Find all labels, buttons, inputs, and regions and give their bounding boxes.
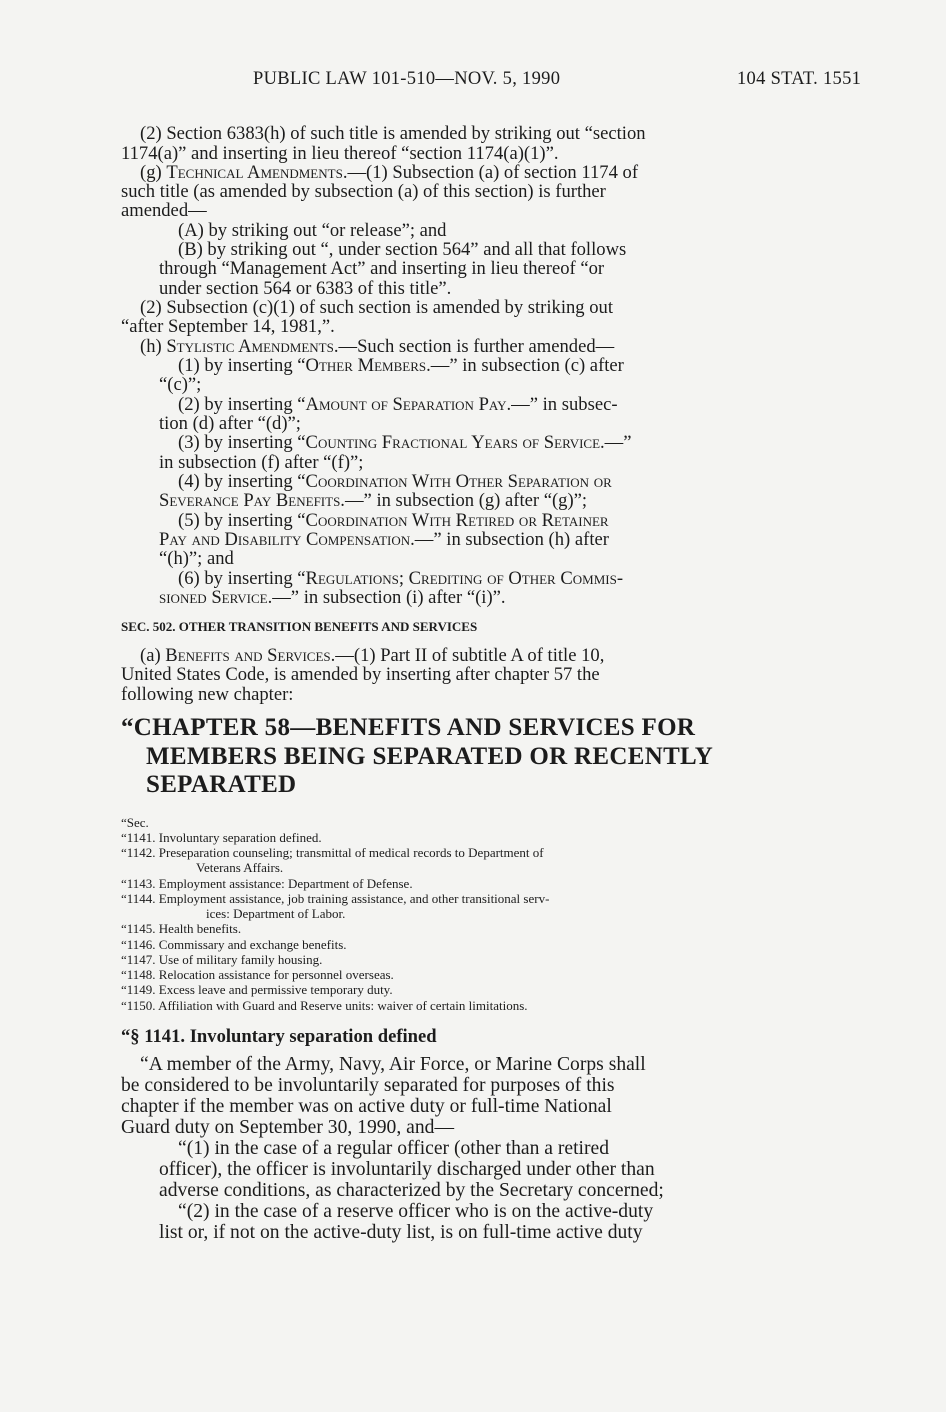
text-line: (1) by inserting “Other Members.—” in subsection (c) after [178, 355, 624, 376]
text-line: chapter if the member was on active duty or full-time National [121, 1096, 612, 1117]
text-line: tion (d) after “(d)”; [159, 413, 301, 434]
text-line: through “Management Act” and inserting in lieu thereof “or [159, 258, 605, 279]
text-line: officer), the officer is involuntarily discharged under other than [159, 1159, 655, 1180]
toc-sec-label: “Sec. [121, 815, 149, 830]
text-line: following new chapter: [121, 684, 294, 705]
text-line: adverse conditions, as characterized by the Secretary concerned; [159, 1180, 664, 1201]
text-line: “A member of the Army, Navy, Air Force, or Marine Corps shall [140, 1054, 646, 1075]
subsection-g-heading: (g) Technical Amendments.—(1) Subsection (a) of section 1174 of [140, 162, 639, 183]
text-line: in subsection (f) after “(f)”; [159, 452, 364, 473]
text-line: (2) Subsection (c)(1) of such section is amended by striking out [140, 297, 614, 318]
text-line: Severance Pay Benefits.—” in subsection (g) after “(g)”; [159, 490, 588, 511]
text-line: amended— [121, 200, 207, 221]
toc-item: “1141. Involuntary separation defined. [121, 830, 322, 845]
text-line: Pay and Disability Compensation.—” in subsection (h) after [159, 529, 609, 550]
text-line: sioned Service.—” in subsection (i) after “(i)”. [159, 587, 506, 608]
toc-item: “1147. Use of military family housing. [121, 952, 323, 967]
text-line: (A) by striking out “or release”; and [178, 220, 447, 241]
text-line: “(1) in the case of a regular officer (other than a retired [178, 1138, 610, 1159]
text-line: (3) by inserting “Counting Fractional Years of Service.—” [178, 432, 632, 453]
text-line: “(2) in the case of a reserve officer who is on the active-duty [178, 1201, 654, 1222]
text-line: (4) by inserting “Coordination With Other Separation or [178, 471, 612, 492]
toc-item: “1150. Affiliation with Guard and Reserve units: waiver of certain limitations. [121, 998, 528, 1013]
running-header-title: PUBLIC LAW 101-510—NOV. 5, 1990 [253, 69, 561, 89]
toc-item-continued: ices: Department of Labor. [206, 906, 346, 921]
text-line: (B) by striking out “, under section 564” and all that follows [178, 239, 627, 260]
section-502-heading: SEC. 502. OTHER TRANSITION BENEFITS AND SERVICES [121, 619, 478, 634]
text-line: 1174(a)” and inserting in lieu thereof “section 1174(a)(1)”. [121, 143, 559, 164]
text-line: under section 564 or 6383 of this title”. [159, 278, 452, 299]
page-number: 104 STAT. 1551 [737, 69, 862, 89]
text-line: (2) Section 6383(h) of such title is amended by striking out “section [140, 123, 646, 144]
chapter-heading-line: SEPARATED [146, 771, 297, 798]
toc-item: “1145. Health benefits. [121, 921, 242, 936]
toc-item: “1142. Preseparation counseling; transmittal of medical records to Department of [121, 845, 544, 860]
toc-item: “1149. Excess leave and permissive temporary duty. [121, 982, 393, 997]
text-line: “(h)”; and [159, 548, 234, 569]
text-line: Guard duty on September 30, 1990, and— [121, 1117, 455, 1138]
text-line: United States Code, is amended by inserting after chapter 57 the [121, 664, 600, 685]
toc-item: “1148. Relocation assistance for personnel overseas. [121, 967, 394, 982]
text-line: (2) by inserting “Amount of Separation Pay.—” in subsec- [178, 394, 618, 415]
toc-item-continued: Veterans Affairs. [196, 860, 284, 875]
toc-item: “1144. Employment assistance, job training assistance, and other transitional serv- [121, 891, 550, 906]
chapter-heading-line: “CHAPTER 58—BENEFITS AND SERVICES FOR [121, 714, 696, 741]
subsection-a-heading: (a) Benefits and Services.—(1) Part II of subtitle A of title 10, [140, 645, 605, 666]
text-line: “(c)”; [159, 374, 202, 395]
toc-item: “1146. Commissary and exchange benefits. [121, 937, 347, 952]
text-line: such title (as amended by subsection (a) of this section) is further [121, 181, 606, 202]
text-line: “after September 14, 1981,”. [121, 316, 335, 337]
text-line: (5) by inserting “Coordination With Retired or Retainer [178, 510, 609, 531]
chapter-heading-line: MEMBERS BEING SEPARATED OR RECENTLY [146, 743, 714, 770]
text-line: list or, if not on the active-duty list, is on full-time active duty [159, 1222, 643, 1243]
subsection-h-heading: (h) Stylistic Amendments.—Such section is further amended— [140, 336, 615, 357]
toc-item: “1143. Employment assistance: Department of Defense. [121, 876, 413, 891]
section-1141-heading: “§ 1141. Involuntary separation defined [121, 1026, 437, 1047]
text-line: be considered to be involuntarily separated for purposes of this [121, 1075, 615, 1096]
text-line: (6) by inserting “Regulations; Crediting of Other Commis- [178, 568, 624, 589]
